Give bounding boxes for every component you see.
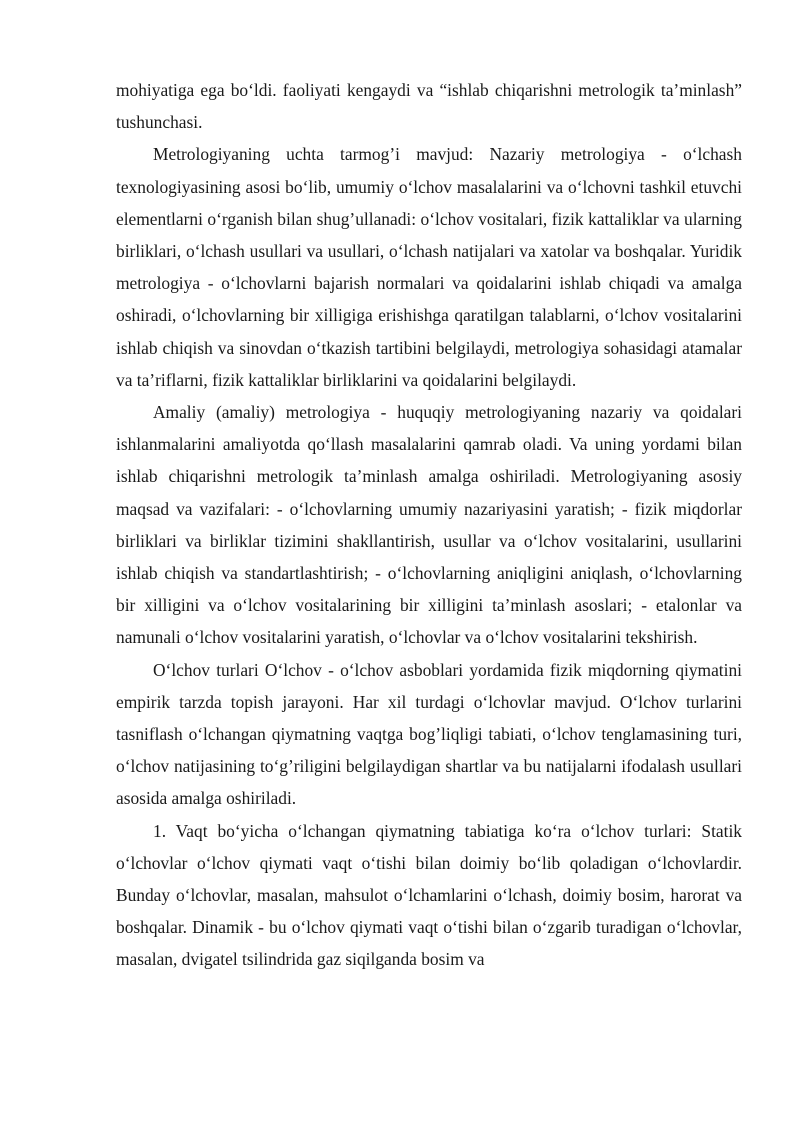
- paragraph-static-dynamic: 1. Vaqt bo‘yicha o‘lchangan qiymatning tabiatiga ko‘ra o‘lchov turlari: Statik o‘lchovlar o‘lchov qiymati vaqt o‘tishi bilan doimiy bo‘lib qoladigan o‘lchovlardir. Bunday o‘lchovlar, masalan, mahsulot o‘lchamlarini o‘lchash, doimiy bosim, harorat va boshqalar. Dinamik - bu o‘lchov qiymati vaqt o‘tishi bilan o‘zgarib turadigan o‘lchovlar, masalan, dvigatel tsilindrida gaz siqilganda bosim va: [116, 820, 742, 970]
- paragraph-applied-metrology: Amaliy (amaliy) metrologiya - huquqiy metrologiyaning nazariy va qoidalari ishlanmalarini amaliyotda qo‘llash masalalarini qamrab oladi. Va uning yordami bilan ishlab chiqarishni metrologik ta’minlash amalga oshiriladi. Metrologiyaning asosiy maqsad va vazifalari: - o‘lchovlarning umumiy nazariyasini yaratish; - fizik miqdorlar birliklari va birliklar tizimini shakllantirish, usullar va o‘lchov vositalarini, usullarini ishlab chiqish va standartlashtirish; - o‘lchovlarning aniqligini aniqlash, o‘lchovlarning bir xilligini va o‘lchov vositalarining bir xilligini ta’minlash asoslari; - etalonlar va namunali o‘lchov vositalarini yaratish, o‘lchovlar va o‘lchov vositalarini tekshirish.: [116, 402, 742, 648]
- paragraph-measurement-types: O‘lchov turlari O‘lchov - o‘lchov asboblari yordamida fizik miqdorning qiymatini empirik tarzda topish jarayoni. Har xil turdagi o‘lchovlar mavjud. O‘lchov turlarini tasniflash o‘lchangan qiymatning vaqtga bog’liqligi tabiati, o‘lchov tenglamasining turi, o‘lchov natijasining to‘g’riligini belgilaydigan shartlar va bu natijalarni ifodalash usullari asosida amalga oshiriladi.: [116, 659, 742, 809]
- paragraph-continuation: mohiyatiga ega bo‘ldi. faoliyati kengaydi va “ishlab chiqarishni metrologik ta’minlash” tushunchasi.: [116, 80, 742, 133]
- document-body: [116, 74, 742, 976]
- paragraph-metrology-branches: Metrologiyaning uchta tarmog’i mavjud: Nazariy metrologiya - o‘lchash texnologiyasining asosi bo‘lib, umumiy o‘lchov masalalarini va o‘lchovni tashkil etuvchi elementlarni o‘rganish bilan shug’ullanadi: o‘lchov vositalari, fizik kattaliklar va ularning birliklari, o‘lchash usullari va usullari, o‘lchash natijalari va xatolar va boshqalar. Yuridik metrologiya - o‘lchovlarni bajarish normalari va qoidalarini ishlab chiqadi va amalga oshiradi, o‘lchovlarning bir xilligiga erishishga qaratilgan talablarni, o‘lchov vositalarini ishlab chiqish va sinovdan o‘tkazish tartibini belgilaydi, metrologiya sohasidagi atamalar va ta’riflarni, fizik kattaliklar birliklarini va qoidalarini belgilaydi.: [116, 144, 742, 390]
